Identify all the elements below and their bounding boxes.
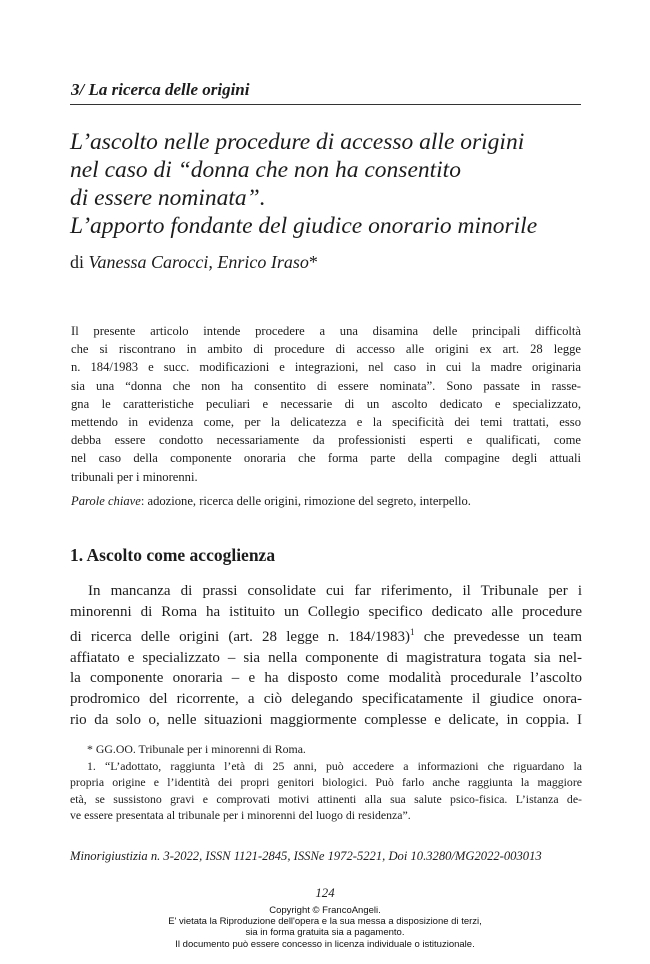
body-line: affiatato e specializzato – sia nella componente di magistratura togata sia nel- — [70, 649, 582, 666]
abstract-line: debba essere condotto necessariamente da professionisti esperti e qualificati, come — [71, 433, 581, 448]
title-line: L’apporto fondante del giudice onorario minorile — [70, 213, 538, 239]
abstract-line: sia una “donna che non ha consentito di essere nominata”. Sono passate in rasse- — [71, 378, 581, 393]
abstract-line: gna le caratteristiche peculiari e necessarie di un ascolto dedicato e specializzato, — [71, 396, 581, 411]
author-footnote-mark: * — [308, 252, 318, 272]
keywords — [71, 494, 471, 509]
abstract-line: Il presente articolo intende procedere a una disamina delle principali difficoltà — [71, 324, 581, 338]
footnote-line: ve essere presentata al tribunale per i minorenni del luogo di residenza”. — [70, 808, 411, 822]
copyright-line: Copyright © FrancoAngeli. — [269, 905, 381, 916]
abstract-line: tribunali per i minorenni. — [71, 469, 198, 484]
copyright-notice — [0, 905, 650, 950]
keywords-label: Parole chiave — [71, 494, 141, 508]
abstract-line: che si riscontrano in ambito di procedure di accesso alle origini ex art. 28 legge — [71, 342, 581, 357]
body-line — [70, 622, 582, 648]
body-line: minorenni di Roma ha istituito un Collegio specifico dedicato alle procedure — [70, 603, 582, 620]
footnote-line: età, se sussistono gravi e comprovati motivi attinenti alla sua salute psico-fisica. L’istanza de- — [70, 791, 582, 806]
body-line: prodromico del ricorrente, a ciò delegando specificatamente il giudice onora- — [70, 690, 582, 707]
author-prefix: di — [70, 252, 85, 272]
footnote-line: propria origine e l’identità dei propri genitori biologici. Può farlo anche raggiunta la maggiore — [70, 775, 582, 789]
footnote-ref: 1 — [410, 627, 415, 638]
journal-citation: Minorigiustizia n. 3-2022, ISSN 1121-2845, ISSNe 1972-5221, Doi 10.3280/MG2022-003013 — [70, 849, 542, 863]
running-head: 3/ La ricerca delle origini — [71, 80, 250, 99]
abstract-line: nel caso della componente onoraria che forma parte della compagine degli attuali — [71, 451, 581, 466]
abstract — [71, 322, 581, 486]
body-line: rio da solo o, nelle situazioni maggiormente complesse e delicate, in coppia. I — [70, 711, 582, 728]
copyright-line: sia in forma gratuita sia a pagamento. — [245, 927, 405, 939]
section-heading: 1. Ascolto come accoglienza — [70, 545, 276, 565]
header-divider — [70, 104, 581, 105]
title-line: nel caso di “donna che non ha consentito — [70, 157, 461, 183]
abstract-line: n. 184/1983 e succ. modificazioni e integrazioni, nel caso in cui la madre originaria — [71, 360, 581, 375]
body-text — [70, 581, 582, 730]
title-line: L’ascolto nelle procedure di accesso alle origini — [70, 129, 525, 155]
body-line: In mancanza di prassi consolidate cui far riferimento, il Tribunale per i — [88, 583, 582, 599]
body-line-text: di ricerca delle origini (art. 28 legge n. 184/1983) — [70, 629, 410, 646]
footnote-author: * GG.OO. Tribunale per i minorenni di Roma. — [87, 742, 306, 756]
body-line: la componente onoraria – e ha disposto come modalità procedurale l’ascolto — [70, 670, 582, 687]
article-title — [70, 128, 610, 240]
body-line-text: che prevedesse un team — [423, 629, 582, 646]
copyright-line: E' vietata la Riproduzione dell'opera e la sua messa a disposizione di terzi, — [168, 916, 482, 928]
author-byline — [70, 252, 318, 273]
footnote-line: 1. “L’adottato, raggiunta l’età di 25 anni, può accedere a informazioni che riguardano la — [87, 758, 582, 773]
author-names: Vanessa Carocci, Enrico Iraso — [88, 252, 309, 272]
title-line: di essere nominata”. — [70, 185, 266, 211]
page-number: 124 — [315, 886, 335, 900]
footnotes — [70, 741, 582, 824]
keywords-text: : adozione, ricerca delle origini, rimozione del segreto, interpello. — [140, 494, 471, 508]
abstract-line: mettendo in evidenza come, per la delicatezza e la specificità dei temi trattati, esso — [71, 415, 581, 430]
copyright-line: Il documento può essere concesso in licenza individuale o istituzionale. — [175, 938, 475, 950]
